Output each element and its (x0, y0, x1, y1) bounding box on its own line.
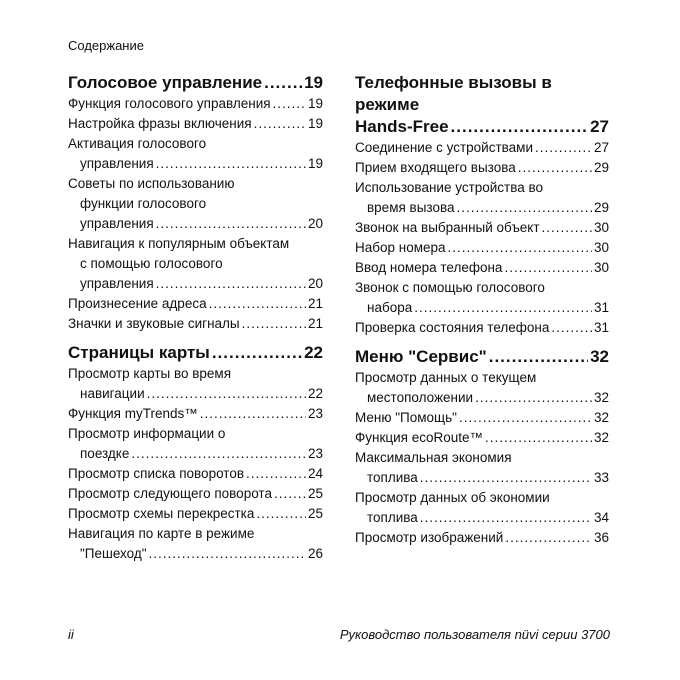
toc-page-number: 31 (593, 300, 609, 315)
toc-page-number: 22 (307, 386, 323, 401)
dot-leader (149, 544, 306, 564)
toc-entry-text: навигации (80, 386, 145, 401)
toc-entry[interactable] (355, 368, 609, 408)
dot-leader (448, 238, 592, 258)
toc-entry[interactable] (355, 178, 609, 218)
toc-page-number: 34 (593, 510, 609, 525)
toc-entry-text: Значки и звуковые сигналы (68, 316, 240, 331)
toc-entry-line: Советы по использованию (68, 176, 235, 191)
dot-leader (456, 198, 591, 218)
dot-leader (264, 72, 302, 94)
toc-page-number: 31 (593, 320, 609, 335)
toc-entry-row (355, 388, 609, 408)
toc-page-number: 20 (307, 276, 323, 291)
toc-entry[interactable] (68, 464, 323, 484)
toc-entry-row (68, 114, 323, 134)
toc-entry-line: Просмотр карты во время (68, 366, 232, 381)
toc-entry-row (68, 464, 323, 484)
toc-page-number: 19 (307, 116, 323, 131)
page-number: ii (68, 627, 74, 642)
toc-entry-row (68, 314, 323, 334)
section-title-text: Голосовое управление (68, 73, 263, 92)
toc-entry-text: Проверка состояния телефона (355, 320, 550, 335)
manual-title: Руководство пользователя nüvi серии 3700 (339, 627, 610, 642)
section-title[interactable] (68, 72, 323, 94)
toc-page-number: 32 (593, 410, 609, 425)
section-title-text: Меню "Сервис" (355, 347, 487, 366)
toc-entry[interactable] (355, 258, 609, 278)
toc-page-number: 29 (593, 200, 609, 215)
toc-entry-row (68, 444, 323, 464)
toc-left-column (68, 72, 323, 572)
toc-entry[interactable] (68, 314, 323, 334)
toc-entry-row (68, 404, 323, 424)
section-title[interactable] (68, 342, 323, 364)
toc-section (68, 342, 323, 564)
toc-entry-line: Максимальная экономия (355, 450, 512, 465)
section-title-text: Hands-Free (355, 117, 449, 136)
toc-entry-row (68, 94, 323, 114)
toc-entry-row (355, 198, 609, 218)
toc-entry-row (355, 298, 609, 318)
toc-entry-row (68, 484, 323, 504)
section-page-number: 22 (304, 343, 323, 362)
toc-page-number: 36 (593, 530, 609, 545)
section-title-line: Телефонные вызовы в режиме (355, 73, 552, 114)
toc-entry[interactable] (68, 114, 323, 134)
toc-entry[interactable] (355, 238, 609, 258)
dot-leader (131, 444, 306, 464)
toc-page-number: 30 (593, 240, 609, 255)
dot-leader (504, 258, 592, 278)
toc-entry-line: Активация голосового (68, 136, 207, 151)
dot-leader (254, 114, 306, 134)
toc-entry[interactable] (68, 484, 323, 504)
toc-entry-text: Соединение с устройствами (355, 140, 533, 155)
toc-page-number: 21 (307, 296, 323, 311)
toc-entry-text: Функция ecoRoute™ (355, 430, 483, 445)
toc-right-column (355, 72, 609, 556)
toc-entry-line: Просмотр информации о (68, 426, 226, 441)
dot-leader (420, 468, 592, 488)
toc-entry-row (68, 214, 323, 234)
toc-entry-text: Просмотр изображений (355, 530, 504, 545)
toc-page-number: 20 (307, 216, 323, 231)
toc-entry-row (355, 508, 609, 528)
toc-entry[interactable] (355, 218, 609, 238)
toc-entry-text: Просмотр списка поворотов (68, 466, 244, 481)
toc-entry-line: Использование устройства во (355, 180, 544, 195)
section-page-number: 27 (590, 117, 609, 136)
toc-entry[interactable] (68, 364, 323, 404)
toc-entry-text: топлива (367, 470, 418, 485)
toc-entry[interactable] (68, 424, 323, 464)
toc-entry-line: с помощью голосового (80, 256, 223, 271)
dot-leader (535, 138, 592, 158)
toc-entry-line: Просмотр данных об экономии (355, 490, 550, 505)
toc-entry-text: управления (80, 156, 154, 171)
toc-entry-text: Функция голосового управления (68, 96, 271, 111)
toc-entry[interactable] (355, 488, 609, 528)
toc-entry-text: набора (367, 300, 413, 315)
toc-entry-row (68, 294, 323, 314)
toc-entry-row (68, 504, 323, 524)
dot-leader (256, 504, 306, 524)
toc-page-number: 32 (593, 430, 609, 445)
dot-leader (156, 154, 306, 174)
toc-entry-row (355, 138, 609, 158)
toc-entry[interactable] (68, 94, 323, 114)
dot-leader (200, 404, 306, 424)
toc-entry-row (355, 468, 609, 488)
toc-entry-row (355, 408, 609, 428)
toc-page-number: 23 (307, 406, 323, 421)
toc-section (355, 346, 609, 548)
dot-leader (485, 428, 592, 448)
toc-entry-text: Набор номера (355, 240, 446, 255)
toc-entry[interactable] (68, 294, 323, 314)
toc-entry-row (355, 218, 609, 238)
toc-entry-text: Просмотр схемы перекрестка (68, 506, 255, 521)
toc-entry[interactable] (68, 174, 323, 234)
dot-leader (420, 508, 592, 528)
toc-entry-text: управления (80, 276, 154, 291)
dot-leader (242, 314, 306, 334)
toc-entry-line: Навигация по карте в режиме (68, 526, 255, 541)
toc-page-number: 29 (593, 160, 609, 175)
dot-leader (246, 464, 306, 484)
toc-entry-row (355, 258, 609, 278)
dot-leader (551, 318, 592, 338)
dot-leader (274, 484, 306, 504)
toc-entry-row (68, 384, 323, 404)
toc-page-number: 30 (593, 260, 609, 275)
toc-page-number: 19 (307, 156, 323, 171)
section-title-text: Страницы карты (68, 343, 210, 362)
dot-leader (475, 388, 592, 408)
toc-entry-text: топлива (367, 510, 418, 525)
toc-entry-row (355, 428, 609, 448)
toc-entry[interactable] (68, 134, 323, 174)
dot-leader (212, 342, 302, 364)
dot-leader (414, 298, 592, 318)
toc-page-number: 21 (307, 316, 323, 331)
dot-leader (518, 158, 592, 178)
dot-leader (273, 94, 306, 114)
section-title[interactable] (355, 116, 609, 138)
section-page-number: 32 (590, 347, 609, 366)
toc-entry-row (355, 238, 609, 258)
dot-leader (542, 218, 592, 238)
toc-entry-text: время вызова (367, 200, 455, 215)
toc-entry-text: Прием входящего вызова (355, 160, 516, 175)
toc-entry[interactable] (355, 278, 609, 318)
toc-entry[interactable] (355, 528, 609, 548)
toc-entry-line: Просмотр данных о текущем (355, 370, 537, 385)
toc-entry[interactable] (355, 158, 609, 178)
toc-entry[interactable] (68, 234, 323, 294)
toc-page-number: 26 (307, 546, 323, 561)
toc-entry-row (355, 318, 609, 338)
dot-leader (451, 116, 589, 138)
toc-entry[interactable] (68, 404, 323, 424)
toc-entry-row (355, 528, 609, 548)
toc-entry-text: Звонок на выбранный объект (355, 220, 540, 235)
toc-entry-row (68, 154, 323, 174)
toc-page-number: 27 (593, 140, 609, 155)
dot-leader (489, 346, 588, 368)
toc-page-number: 25 (307, 506, 323, 521)
toc-entry[interactable] (355, 448, 609, 488)
toc-page-number: 24 (307, 466, 323, 481)
section-title[interactable] (355, 346, 609, 368)
toc-page-number: 23 (307, 446, 323, 461)
toc-page-number: 30 (593, 220, 609, 235)
toc-page-number: 19 (307, 96, 323, 111)
toc-entry[interactable] (68, 504, 323, 524)
section-page-number: 19 (304, 73, 323, 92)
toc-entry-row (355, 158, 609, 178)
toc-entry-text: Функция myTrends™ (68, 406, 198, 421)
dot-leader (459, 408, 592, 428)
toc-entry-row (68, 544, 323, 564)
toc-page-number: 33 (593, 470, 609, 485)
toc-entry-text: Настройка фразы включения (68, 116, 252, 131)
toc-entry-text: поездке (80, 446, 130, 461)
toc-entry-text: Меню "Помощь" (355, 410, 457, 425)
dot-leader (156, 274, 306, 294)
toc-entry-line: функции голосового (80, 196, 207, 211)
toc-entry-line: Звонок с помощью голосового (355, 280, 545, 295)
toc-entry[interactable] (355, 138, 609, 158)
dot-leader (147, 384, 306, 404)
dot-leader (209, 294, 306, 314)
toc-entry[interactable] (355, 428, 609, 448)
toc-entry-text: Произнесение адреса (68, 296, 207, 311)
toc-entry-text: местоположении (367, 390, 474, 405)
toc-entry[interactable] (355, 318, 609, 338)
toc-entry-text: Просмотр следующего поворота (68, 486, 272, 501)
dot-leader (505, 528, 592, 548)
toc-entry[interactable] (68, 524, 323, 564)
toc-page-number: 32 (593, 390, 609, 405)
toc-entry-row (68, 274, 323, 294)
toc-entry-text: Ввод номера телефона (355, 260, 503, 275)
toc-entry-line: Навигация к популярным объектам (68, 236, 290, 251)
toc-section (355, 72, 609, 338)
dot-leader (156, 214, 306, 234)
toc-page-number: 25 (307, 486, 323, 501)
toc-entry-text: "Пешеход" (80, 546, 147, 561)
toc-entry[interactable] (355, 408, 609, 428)
toc-section (68, 72, 323, 334)
toc-entry-text: управления (80, 216, 154, 231)
running-header: Содержание (68, 38, 144, 53)
